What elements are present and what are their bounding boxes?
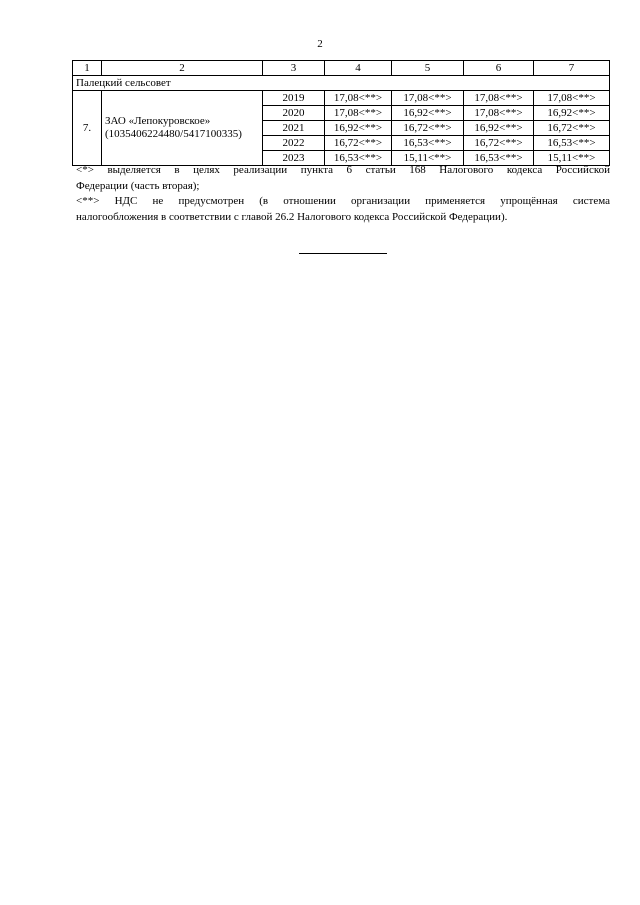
value-cell: 16,92<**> (392, 106, 464, 121)
value-cell: 16,53<**> (392, 136, 464, 151)
year-cell: 2021 (263, 121, 325, 136)
value-cell: 16,72<**> (534, 121, 610, 136)
footnote-vat-line1: <*> выделяется в целях реализации пункта 6 статьи 168 Налогового кодекса Российской (76, 164, 610, 176)
year-cell: 2023 (263, 151, 325, 166)
value-cell: 16,72<**> (325, 136, 392, 151)
value-cell: 16,72<**> (464, 136, 534, 151)
section-title: Палецкий сельсовет (73, 76, 610, 91)
value-cell: 17,08<**> (464, 106, 534, 121)
section-row (73, 76, 610, 91)
column-number: 3 (263, 61, 325, 76)
value-cell: 16,72<**> (392, 121, 464, 136)
end-of-document-rule (299, 253, 387, 254)
value-cell: 17,08<**> (392, 91, 464, 106)
column-number: 2 (102, 61, 263, 76)
year-cell: 2022 (263, 136, 325, 151)
value-cell: 17,08<**> (464, 91, 534, 106)
value-cell: 16,92<**> (325, 121, 392, 136)
row-number: 7. (73, 91, 102, 166)
footnote-vat-line2: Федерации (часть вторая); (76, 179, 200, 192)
column-number: 6 (464, 61, 534, 76)
organization-name: ЗАО «Лепокуровское» (105, 115, 211, 127)
column-number: 7 (534, 61, 610, 76)
value-cell: 15,11<**> (534, 151, 610, 166)
value-cell: 16,53<**> (464, 151, 534, 166)
page-number: 2 (317, 38, 323, 50)
footnote-no-vat-line1: <**> НДС не предусмотрен (в отношении организации применяется упрощённая система (76, 195, 610, 207)
value-cell: 16,53<**> (325, 151, 392, 166)
value-cell: 16,53<**> (534, 136, 610, 151)
value-cell: 17,08<**> (325, 106, 392, 121)
column-number: 1 (73, 61, 102, 76)
column-number: 4 (325, 61, 392, 76)
column-number-row (73, 61, 610, 76)
footnotes (76, 163, 610, 225)
year-cell: 2020 (263, 106, 325, 121)
column-number: 5 (392, 61, 464, 76)
value-cell: 17,08<**> (534, 91, 610, 106)
footnote-no-vat-line2: налогообложения в соответствии с главой 26.2 Налогового кодекса Российской Федерации). (76, 210, 508, 223)
table-row (73, 91, 610, 106)
organization-cell (102, 91, 263, 166)
value-cell: 15,11<**> (392, 151, 464, 166)
tariff-table (72, 60, 610, 166)
value-cell: 16,92<**> (534, 106, 610, 121)
year-cell: 2019 (263, 91, 325, 106)
value-cell: 16,92<**> (464, 121, 534, 136)
value-cell: 17,08<**> (325, 91, 392, 106)
organization-ids: (1035406224480/5417100335) (105, 128, 242, 140)
